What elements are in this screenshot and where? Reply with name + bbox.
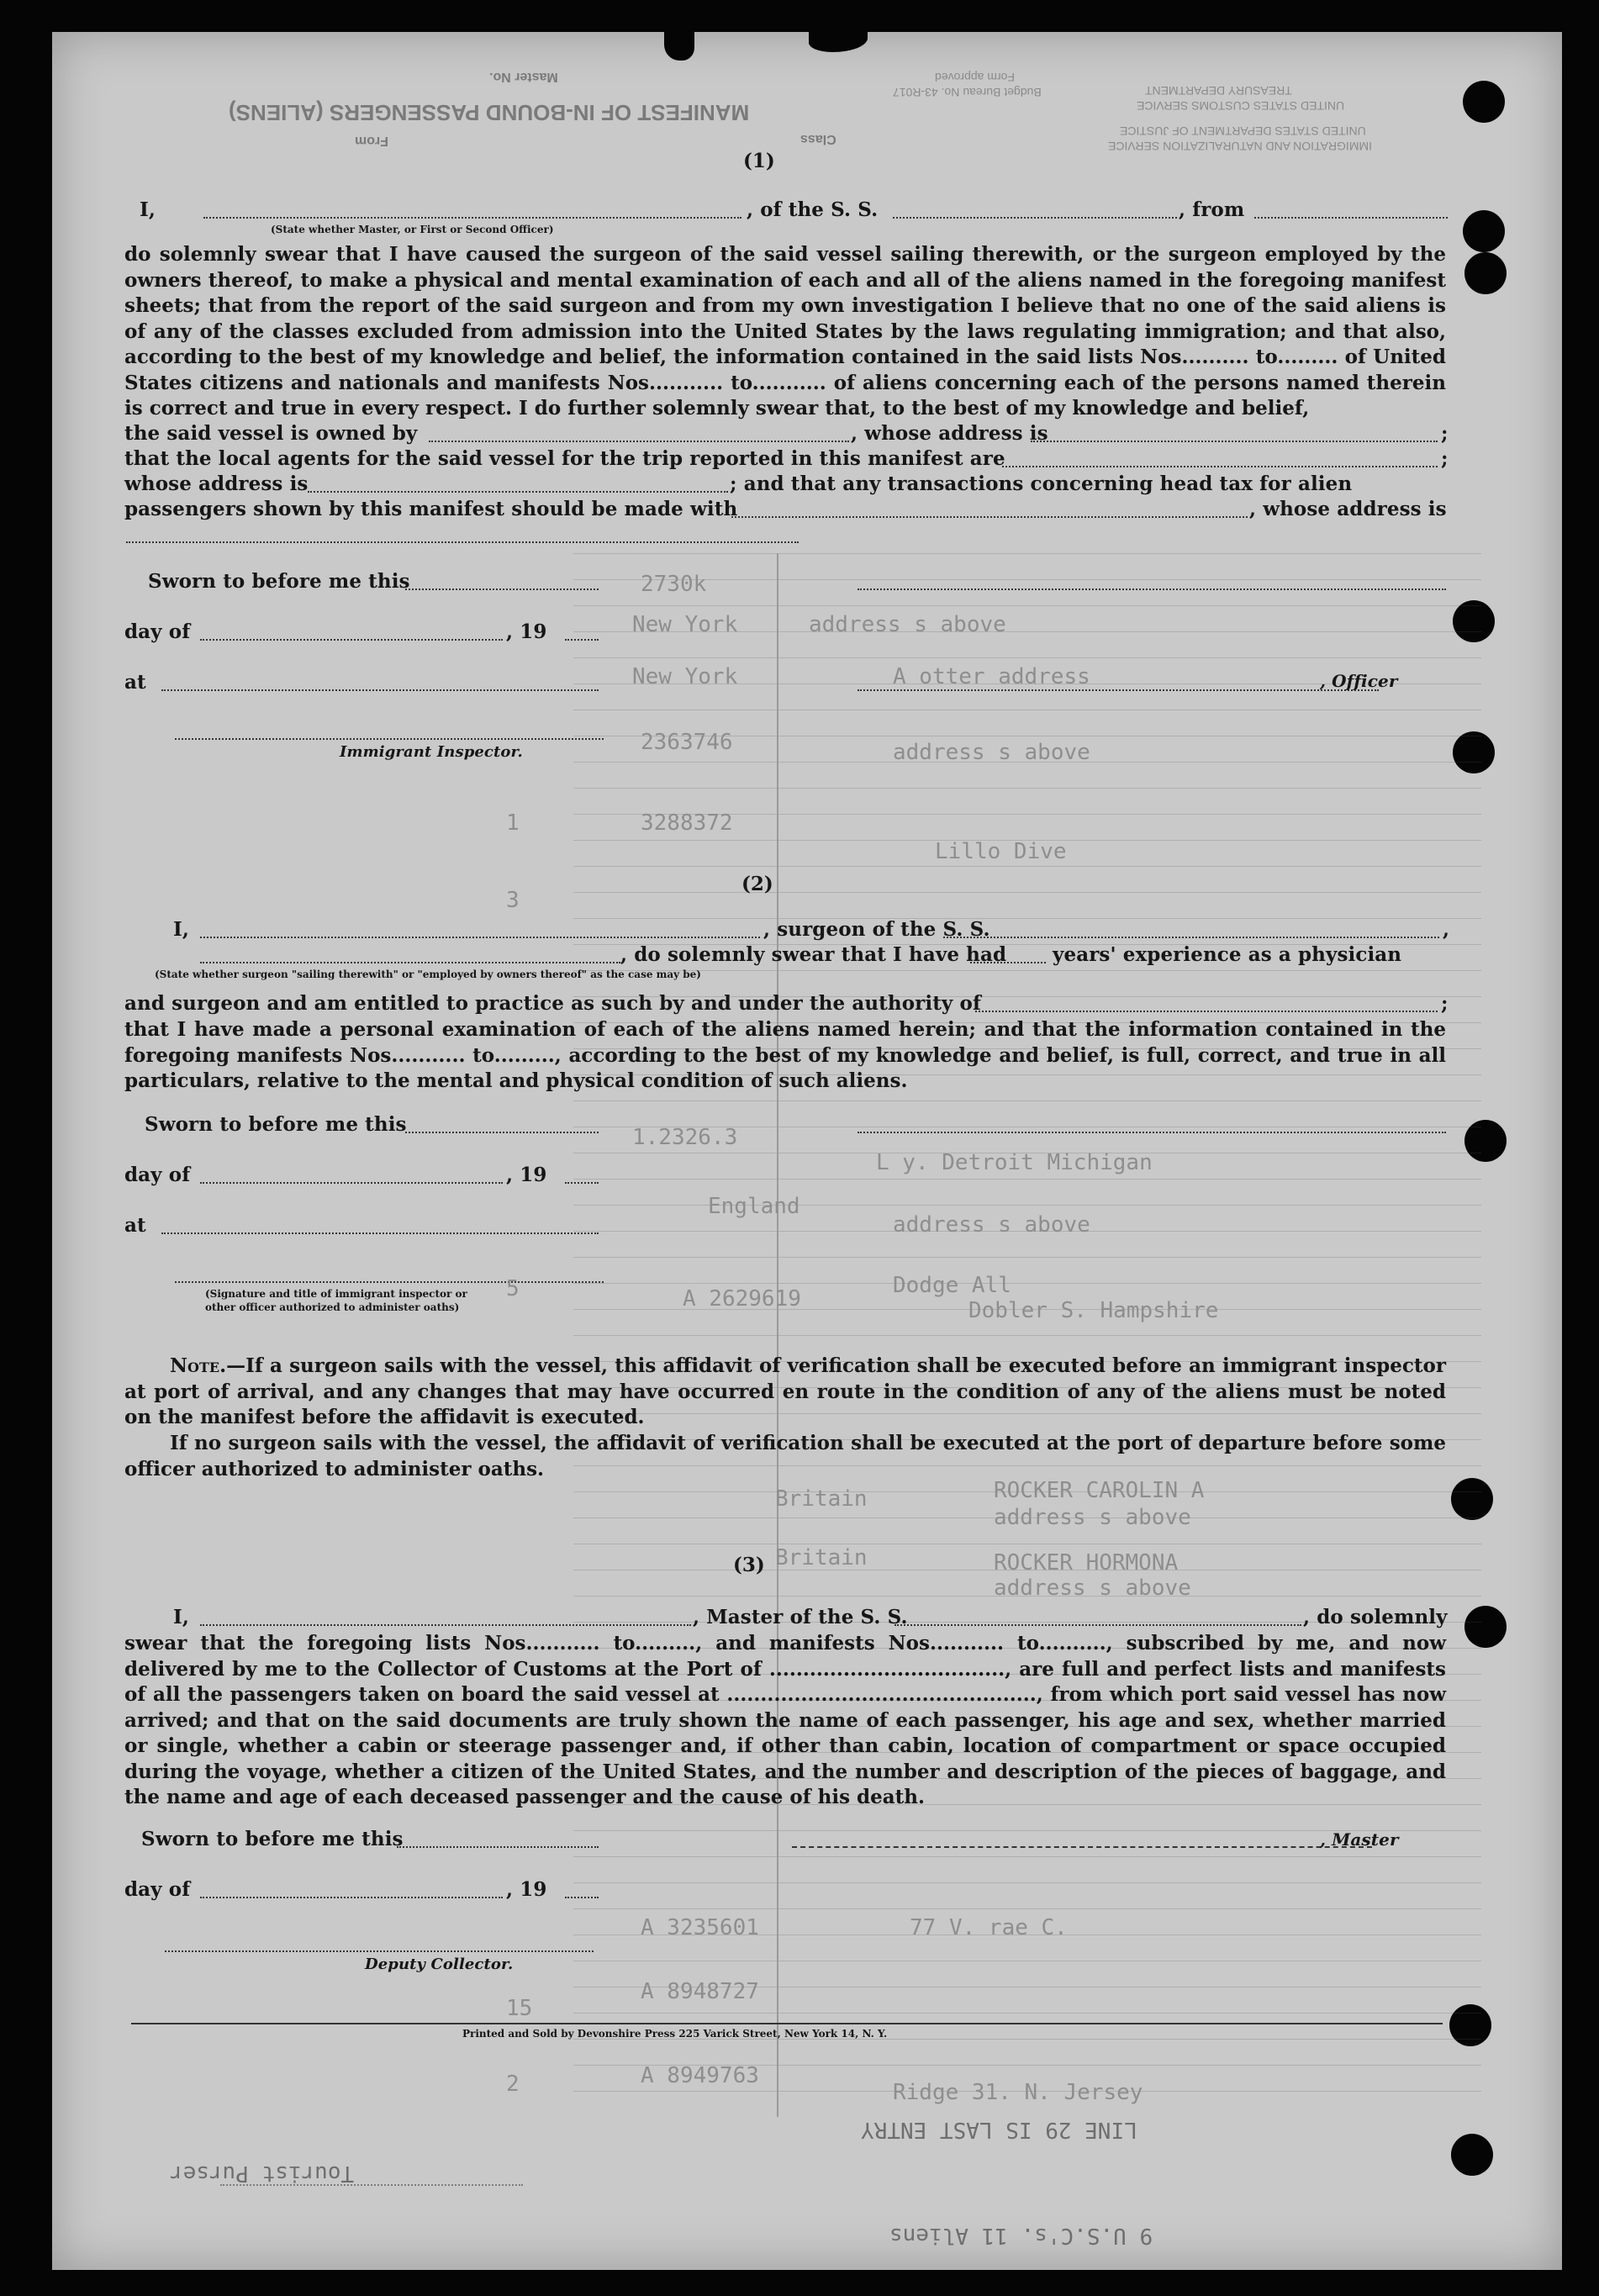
s2-inspector-signature-field[interactable]: [175, 1281, 604, 1283]
s3-day-of: day of: [124, 1878, 191, 1901]
note-text-2: If no surgeon sails with the vessel, the affidavit of verification shall be executed at the port of departure before some officer authorized to administer oaths.: [124, 1432, 1446, 1481]
s2-authority: and surgeon and am entitled to practice as such by and under the authority of: [124, 992, 981, 1015]
semicolon: ;: [1441, 992, 1449, 1015]
bleed-master-no: Master No.: [489, 70, 558, 84]
s2-i-label: I,: [173, 918, 189, 941]
bleed-grid: [573, 553, 1481, 2117]
s1-vessel-field[interactable]: [893, 217, 1177, 219]
s2-day-of: day of: [124, 1164, 191, 1186]
comma: ,: [1443, 918, 1450, 941]
bleed-budget: Budget Bureau No. 43-R017: [893, 86, 1042, 99]
note-text-1: —If a surgeon sails with the vessel, this affidavit of verification shall be executed before an immigrant inspector at port of arrival, and any changes that may have occurred en route in the condition of any of the aliens must be noted on the manifest before the affidavit is executed.: [124, 1354, 1446, 1428]
section-1-number: (1): [743, 150, 775, 172]
s1-sworn: Sworn to before me this: [148, 570, 410, 593]
bleed-typed: 15: [506, 1996, 533, 2021]
s1-at-field[interactable]: [161, 689, 599, 691]
s3-day-field[interactable]: [200, 1897, 503, 1898]
s2-oath-text: that I have made a personal examination of each of the aliens named herein; and that the information contained in the foregoing manifests Nos........... to........., according to the best of my knowledge and belief, is full, correct, and true in all particulars, relative to the mental and physical condition of such aliens.: [124, 1018, 1446, 1092]
s1-head-tax: ; and that any transactions concerning head tax for alien: [730, 472, 1353, 495]
s2-sworn-field[interactable]: [405, 1132, 599, 1133]
s1-year-field[interactable]: [565, 639, 599, 641]
bleed-typed: Lillo Dive: [935, 839, 1067, 864]
bleed-class: Class: [800, 132, 836, 146]
s2-blank-field[interactable]: [200, 962, 620, 963]
bleed-typed: ROCKER HORMONA: [994, 1550, 1179, 1576]
bleed-typed: Britain: [775, 1545, 868, 1570]
s2-sig-note-2: other officer authorized to administer oaths): [205, 1301, 460, 1313]
semicolon: ;: [1441, 447, 1449, 470]
s3-year: , 19: [506, 1878, 547, 1901]
s2-sig-note-1: (Signature and title of immigrant inspector or: [205, 1288, 467, 1300]
bleed-typed: address s above: [994, 1505, 1191, 1530]
bleed-typed: New York: [632, 612, 738, 637]
s2-signature-field[interactable]: [858, 1132, 1446, 1133]
note-paragraph-1: [124, 1354, 1446, 1431]
bleed-typed: L y. Detroit Michigan: [876, 1150, 1153, 1175]
bleed-typed: New York: [632, 664, 738, 689]
s3-master-of: , Master of the S. S.: [693, 1606, 908, 1628]
bleed-typed: address s above: [893, 1212, 1090, 1238]
bleed-typed: 2: [506, 2072, 520, 2097]
s2-day-field[interactable]: [200, 1182, 503, 1184]
bleed-column: [777, 553, 778, 2117]
s3-vessel-field[interactable]: [894, 1624, 1301, 1626]
s1-officer-line[interactable]: [858, 689, 1379, 691]
s1-whose-address-2: whose address is: [124, 472, 309, 495]
s1-i-label: I,: [140, 198, 156, 221]
bleed-typed: 1: [506, 810, 520, 836]
bleed-title: MANIFEST OF IN-BOUND PASSENGERS (ALIENS): [229, 100, 750, 125]
section-2-number: (2): [741, 873, 773, 895]
s2-year-field[interactable]: [565, 1182, 599, 1184]
s3-sworn-field[interactable]: [397, 1846, 599, 1848]
s3-master-signature-field[interactable]: [792, 1846, 1372, 1848]
s1-whose-address-3: , whose address is: [1249, 498, 1447, 520]
s1-state-note: (State whether Master, or First or Second Officer): [271, 224, 554, 235]
bleed-typed: 2730k: [641, 572, 707, 597]
bleed-typed: 5: [506, 1276, 520, 1301]
section-3-number: (3): [733, 1554, 765, 1576]
bleed-typed: 3288372: [641, 810, 733, 836]
s1-whose-address: , whose address is: [851, 422, 1048, 445]
bleed-typed: address s above: [809, 612, 1006, 637]
bleed-typed: A 8949763: [641, 2063, 759, 2088]
bleed-typed: Dodge All: [893, 1273, 1011, 1298]
s1-owner-field[interactable]: [429, 441, 849, 442]
s3-master-label: , Master: [1320, 1829, 1399, 1850]
s1-passengers-line: passengers shown by this manifest should be made with: [124, 498, 738, 520]
s1-day-of: day of: [124, 620, 191, 643]
s2-surgeon-name-field[interactable]: [200, 937, 760, 938]
s1-sworn-field[interactable]: [405, 589, 599, 590]
semicolon: ;: [1441, 422, 1449, 445]
s2-surgeon-of: , surgeon of the S. S.: [763, 918, 990, 941]
bleed-typed: Britain: [775, 1486, 868, 1512]
torn-edge: [664, 29, 694, 61]
s2-years-field[interactable]: [970, 962, 1046, 963]
bleed-typed: Ridge 31. N. Jersey: [893, 2080, 1143, 2105]
s3-sworn: Sworn to before me this: [141, 1828, 404, 1850]
bleed-typed: ROCKER CAROLIN A: [994, 1478, 1205, 1503]
s1-from-field[interactable]: [1254, 217, 1448, 219]
printer-imprint: Printed and Sold by Devonshire Press 225 Varick Street, New York 14, N. Y.: [462, 2028, 888, 2040]
punch-hole: [1463, 81, 1505, 123]
s1-agents-address-field[interactable]: [308, 491, 728, 493]
bleed-customs: UNITED STATES CUSTOMS SERVICE: [1137, 99, 1345, 113]
bleed-purser: Tourist Purser: [170, 2161, 355, 2186]
bleed-typed: England: [708, 1194, 800, 1219]
bleed-purser-line: [220, 2184, 523, 2186]
bleed-typed: A otter address: [893, 664, 1090, 689]
s2-vessel-field[interactable]: [943, 937, 1439, 938]
s1-inspector-signature-field[interactable]: [175, 738, 604, 740]
s1-owner-address-field[interactable]: [1031, 441, 1438, 442]
bleed-typed: A 2629619: [683, 1286, 801, 1312]
s1-inspector-label: Immigrant Inspector.: [340, 743, 523, 761]
punch-hole: [1451, 2134, 1493, 2176]
s1-agents-field[interactable]: [1002, 466, 1438, 467]
bleed-from: From: [355, 134, 388, 148]
s1-local-agents: that the local agents for the said vessel for the trip reported in this manifest are: [124, 447, 1005, 470]
s1-transactions-address-field[interactable]: [126, 541, 799, 543]
s3-year-field[interactable]: [565, 1897, 599, 1898]
s3-collector-signature-field[interactable]: [165, 1950, 594, 1952]
s1-of-ss: , of the S. S.: [747, 198, 879, 221]
bleed-justice: UNITED STATES DEPARTMENT OF JUSTICE: [1120, 124, 1366, 138]
bleed-ins: IMMIGRATION AND NATURALIZATION SERVICE: [1108, 140, 1372, 153]
bleed-typed: A 3235601: [641, 1915, 759, 1940]
bleed-typed: address s above: [994, 1576, 1191, 1601]
s1-owned-by: the said vessel is owned by: [124, 422, 418, 445]
note-paragraph-2: [124, 1431, 1446, 1482]
s1-officer-field[interactable]: [203, 217, 741, 219]
s3-i-label: I,: [173, 1606, 189, 1628]
s1-officer-signature-field[interactable]: [858, 589, 1446, 590]
note-label: Note.: [170, 1354, 227, 1377]
s1-officer-label: , Officer: [1320, 671, 1398, 691]
s1-transactions-field[interactable]: [731, 516, 1248, 518]
bleed-aliens: 9 U.S.C's. 11 Aliens: [889, 2223, 1153, 2248]
s3-do-solemnly: , do solemnly: [1303, 1606, 1448, 1628]
s2-authority-field[interactable]: [975, 1011, 1438, 1012]
s2-sworn: Sworn to before me this: [145, 1113, 407, 1136]
s2-at-field[interactable]: [161, 1232, 599, 1234]
manifest-page: [52, 32, 1562, 2270]
s3-collector-label: Deputy Collector.: [365, 1956, 514, 1973]
printer-rule: [131, 2023, 1443, 2024]
punch-hole: [1464, 252, 1507, 294]
s3-master-name-field[interactable]: [200, 1624, 691, 1626]
s1-at: at: [124, 671, 146, 694]
s1-oath-text: do solemnly swear that I have caused the surgeon of the said vessel sailing therewith, or the surgeon employed by the owners thereof, to make a physical and mental examination of each and all of the aliens named in the foregoing manifest sheets; that from the report of the said surgeon and from my own investigation I believe that no one of the said aliens is of any of the classes excluded from admission into the United States by the laws regulating immigration; and that also, according to the best of my knowledge and belief, the information contained in the said lists Nos.......... to......... of United States citizens and nationals and manifests Nos........... to........... of aliens concerning each of the persons named therein is correct and true in every respect. I do further solemnly swear that, to the best of my knowledge and belief,: [124, 243, 1446, 420]
bleed-typed: address s above: [893, 740, 1090, 765]
bleed-typed: 77 V. rae C.: [910, 1915, 1068, 1940]
bleed-typed: 1.2326.3: [632, 1125, 738, 1150]
s2-years: years' experience as a physician: [1053, 943, 1402, 966]
bleed-typed: 2363746: [641, 730, 733, 755]
bleed-form-approved: Form approved: [935, 71, 1015, 84]
bleed-typed: Dobler S. Hampshire: [968, 1298, 1219, 1323]
s3-oath-text: swear that the foregoing lists Nos........... to........., and manifests Nos........... to.........., subscribed by me, and now delivered by me to the Collector of Customs at the Port of ..................................., are full and perfect lists and manifests of all the passengers taken on board the said vessel at .............................................., from which port said vessel has now arrived; and that on the said documents are truly shown the name of each passenger, his age and sex, whether married or single, whether a cabin or steerage passenger and, if other than cabin, location of compartment or space occupied during the voyage, whether a citizen of the United States, and the number and description of the pieces of baggage, and the name and age of each deceased passenger and the cause of his death.: [124, 1632, 1446, 1808]
s2-state-note: (State whether surgeon "sailing therewith" or "employed by owners thereof" as the case may be): [155, 969, 701, 980]
s1-year: , 19: [506, 620, 547, 643]
s1-day-field[interactable]: [200, 639, 503, 641]
s2-solemnly: , do solemnly swear that I have had: [620, 943, 1007, 966]
s2-at: at: [124, 1214, 146, 1237]
s2-year: , 19: [506, 1164, 547, 1186]
s1-from: , from: [1179, 198, 1245, 221]
bleed-typed: A 8948727: [641, 1979, 759, 2004]
bleed-dept: TREASURY DEPARTMENT: [1145, 84, 1292, 98]
bleed-typed: 3: [506, 888, 520, 913]
punch-hole: [1463, 210, 1505, 252]
torn-edge: [809, 29, 868, 52]
bleed-line-entry: LINE 29 IS LAST ENTRY: [861, 2117, 1137, 2142]
